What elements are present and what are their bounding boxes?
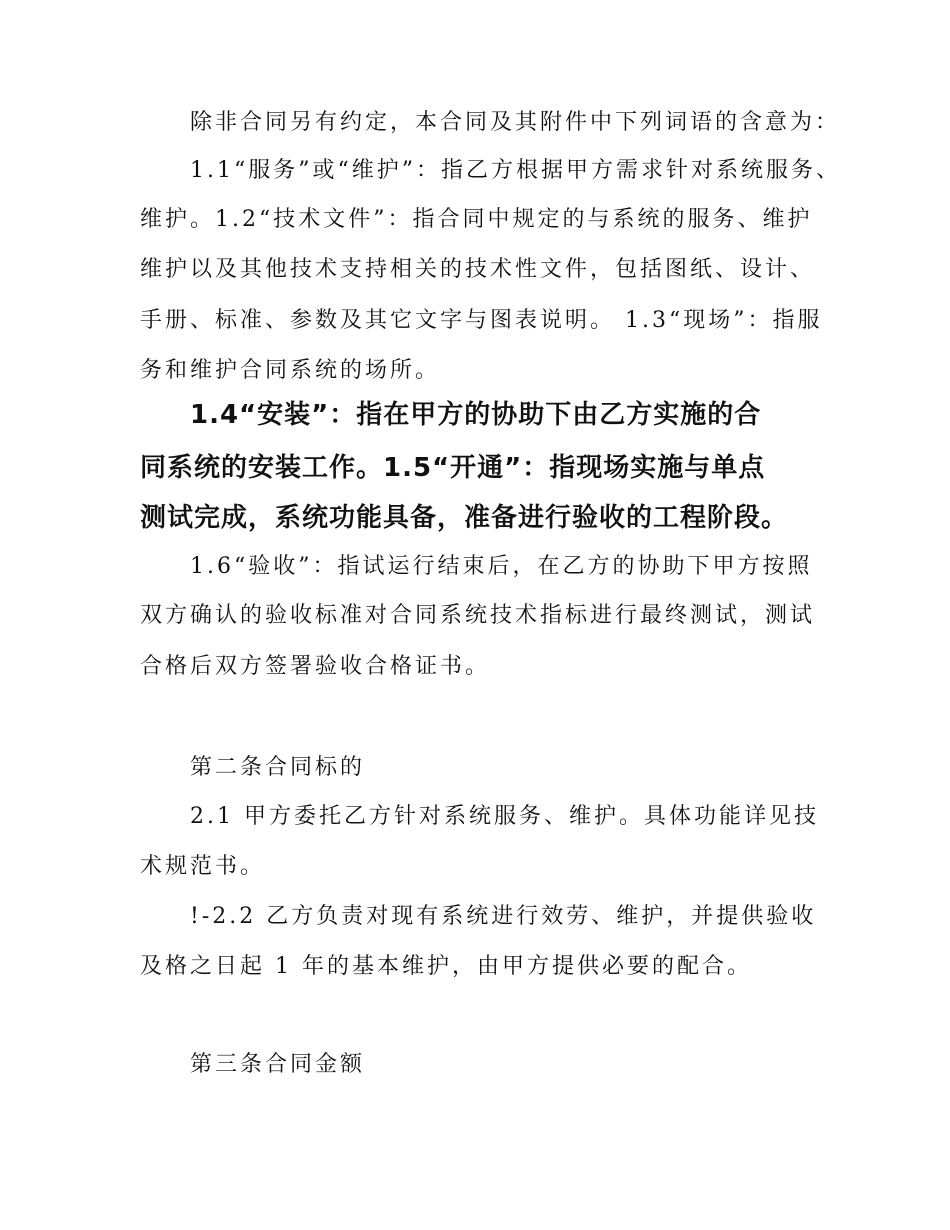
clause-1-1-line: 1.1“服务”或“维护”：指乙方根据甲方需求针对系统服务、 [190, 158, 841, 183]
clause-1-5-bold: 同系统的安装工作。1.5“开通”：指现场实施与单点 [140, 453, 766, 483]
clause-1-2-continued: 维护以及其他技术支持相关的技术性文件，包括图纸、设计、 [140, 257, 816, 282]
clause-1-6-line: 1.6“验收”：指试运行结束后，在乙方的协助下甲方按照 [190, 554, 813, 579]
article-2-heading: 第二条合同标的 [190, 755, 366, 780]
clause-2-1-line: 2.1 甲方委托乙方针对系统服务、维护。具体功能详见技 [190, 804, 819, 829]
clause-1-3-continued: 务和维护合同系统的场所。 [140, 358, 441, 383]
clause-2-2-continued: 及格之日起 1 年的基本维护，由甲方提供必要的配合。 [140, 954, 752, 979]
clause-1-5-bold-continued: 测试完成，系统功能具备，准备进行验收的工程阶段。 [140, 503, 789, 533]
clause-1-6-end: 合格后双方签署验收合格证书。 [140, 654, 491, 679]
clause-1-4-bold: 1.4“安装”：指在甲方的协助下由乙方实施的合 [190, 400, 762, 430]
article-3-heading: 第三条合同金额 [190, 1052, 366, 1077]
clause-1-3-line: 手册、标准、参数及其它文字与图表说明。 1.3“现场”：指服 [140, 308, 823, 333]
clause-2-1-continued: 术规范书。 [140, 854, 266, 879]
clause-1-2-line: 维护。1.2“技术文件”：指合同中规定的与系统的服务、维护 [140, 207, 813, 232]
intro-paragraph: 除非合同另有约定，本合同及其附件中下列词语的含意为： [190, 110, 841, 135]
clause-1-6-continued: 双方确认的验收标准对合同系统技术指标进行最终测试，测试 [140, 603, 816, 628]
clause-2-2-line: !-2.2 乙方负责对现有系统进行效劳、维护，并提供验收 [190, 904, 817, 929]
